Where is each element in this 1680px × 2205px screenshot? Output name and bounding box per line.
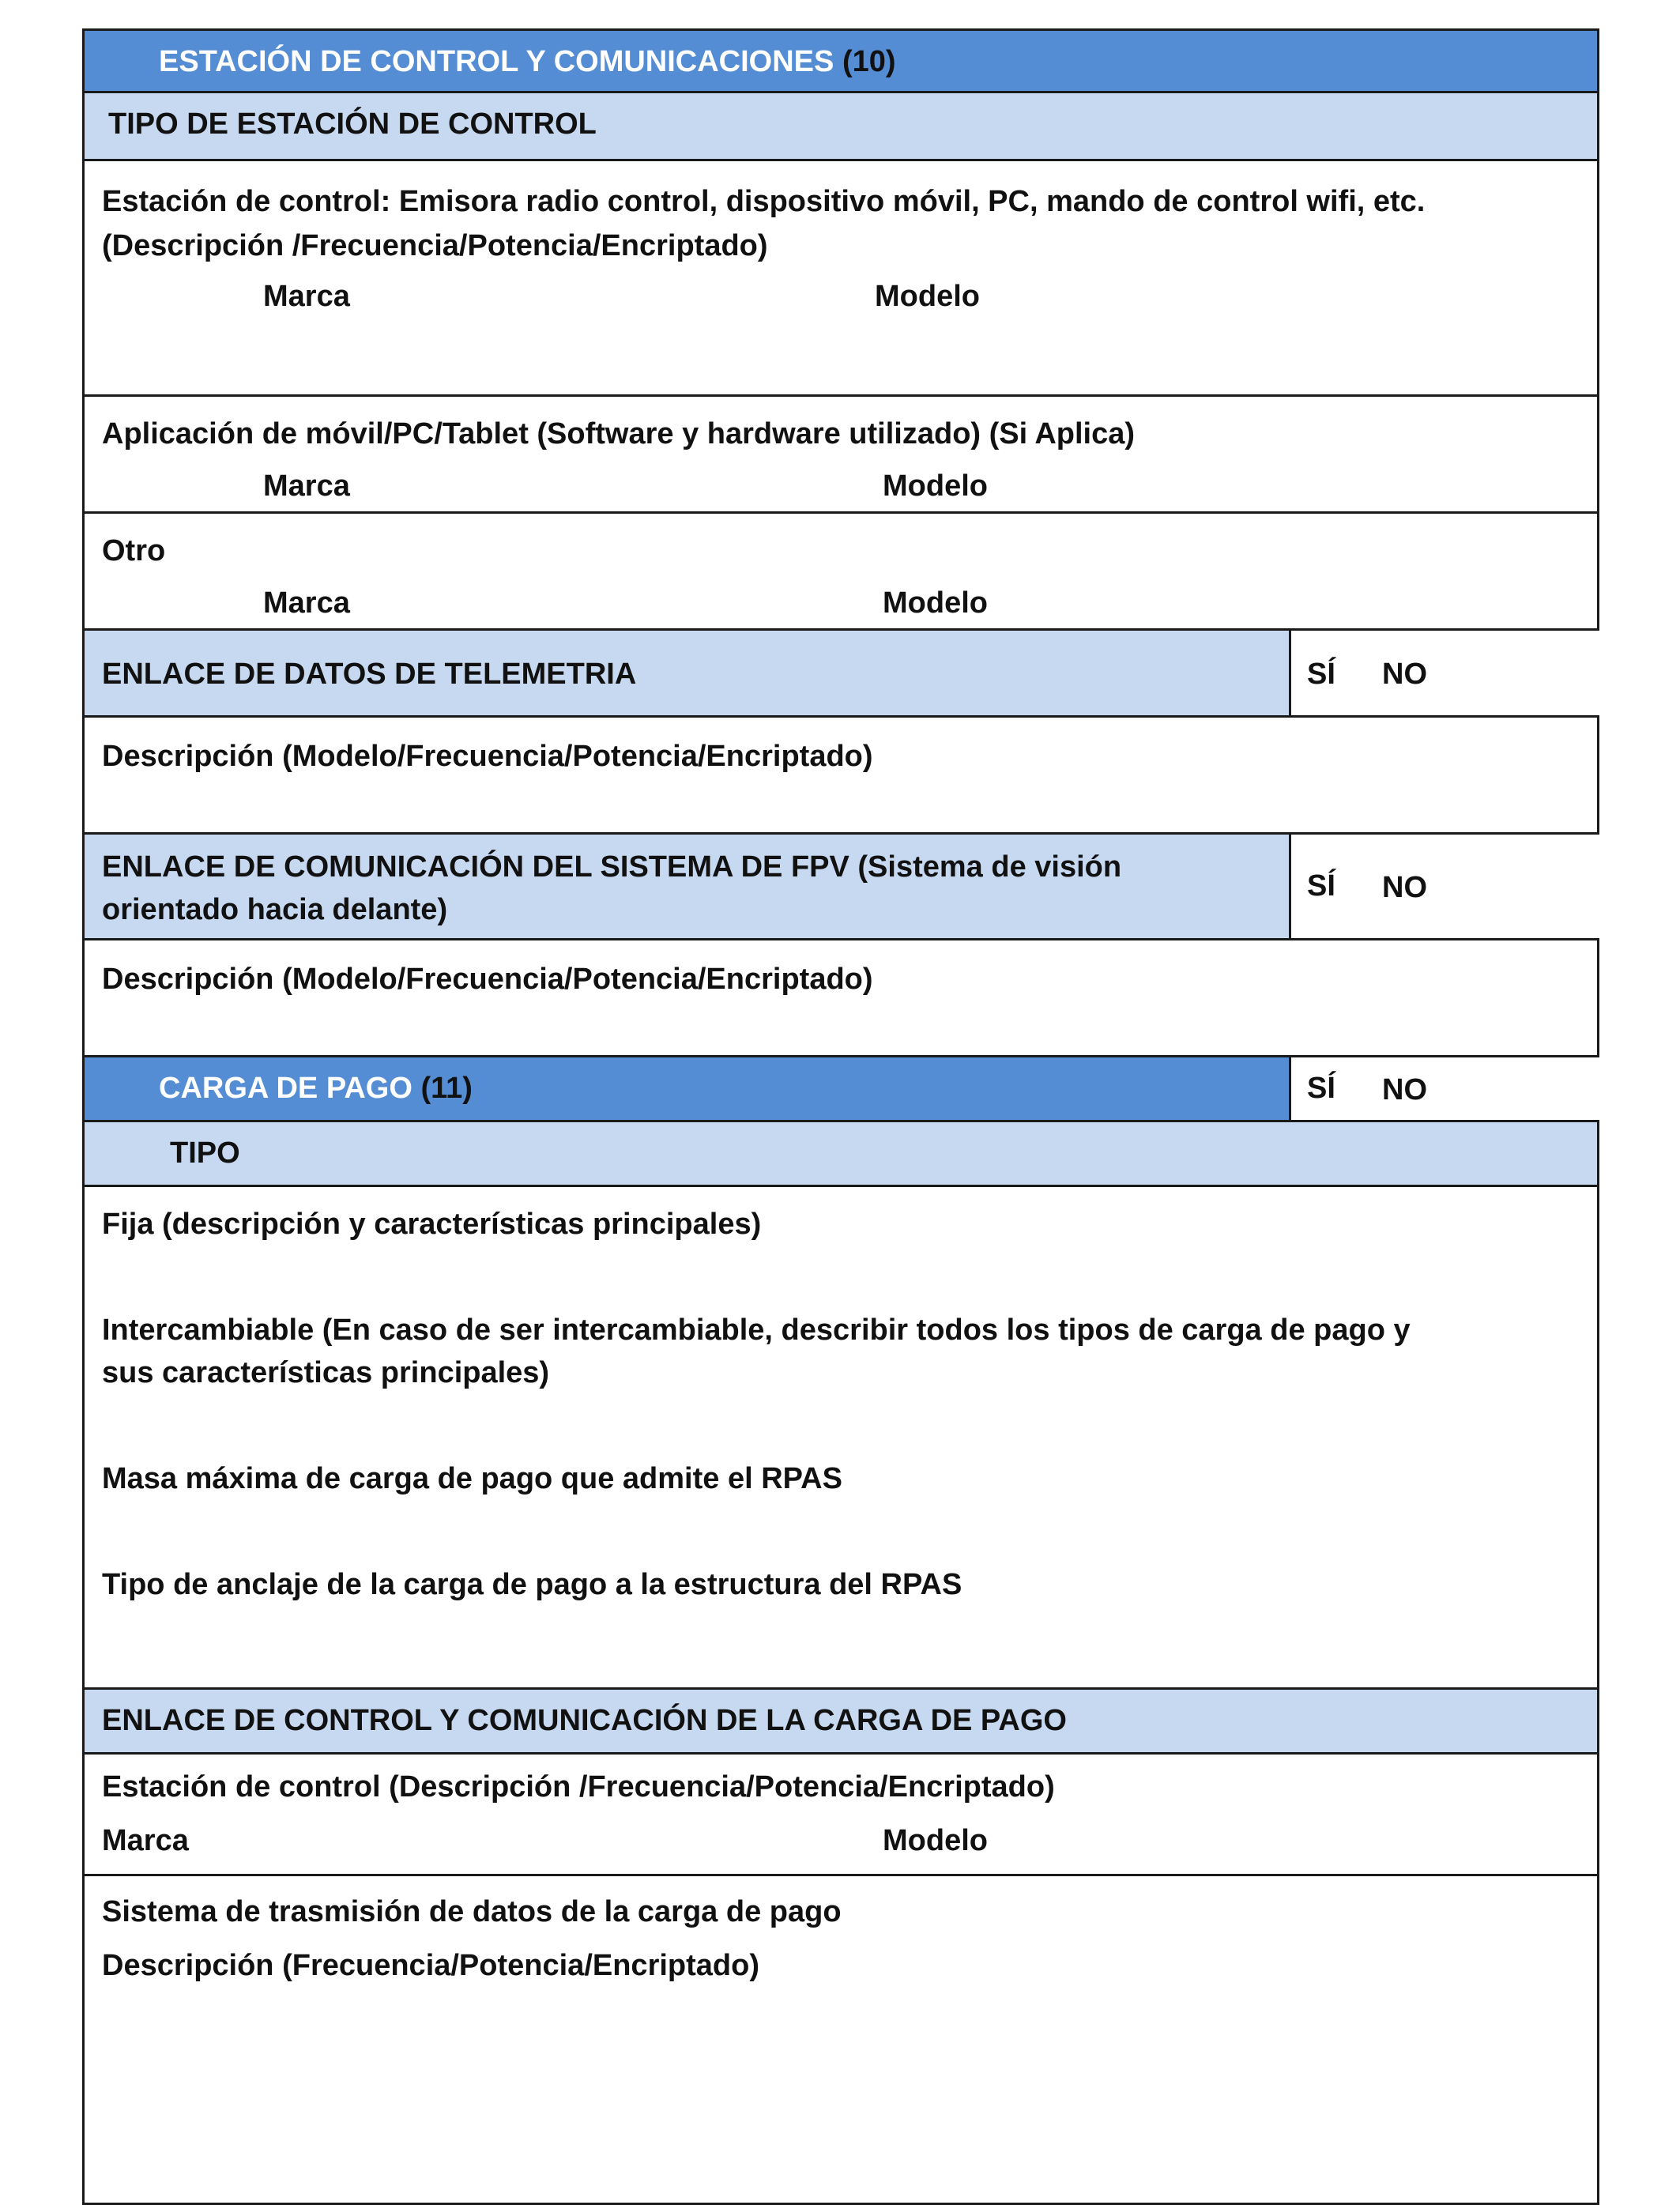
payload-link-station-row xyxy=(82,1755,1599,1876)
payload-type-title: TIPO xyxy=(170,1136,240,1170)
fpv-header-line1: ENLACE DE COMUNICACIÓN DEL SISTEMA DE FPV (Sistema de visión xyxy=(102,850,1122,884)
telemetry-yes-label: SÍ xyxy=(1307,658,1335,691)
control-station-row xyxy=(82,161,1599,397)
control-station-brand-label: Marca xyxy=(263,280,350,313)
payload-details-row xyxy=(82,1187,1599,1690)
telemetry-header: ENLACE DE DATOS DE TELEMETRIA xyxy=(102,658,637,691)
control-station-type-title: TIPO DE ESTACIÓN DE CONTROL xyxy=(108,107,597,141)
app-brand-label: Marca xyxy=(263,469,350,503)
payload-fixed: Fija (descripción y características principales) xyxy=(102,1208,762,1241)
payload-link-header-row xyxy=(82,1690,1599,1755)
section-11-title-wrap xyxy=(159,1067,473,1110)
control-station-line2: (Descripción /Frecuencia/Potencia/Encriptado) xyxy=(102,229,768,262)
section-10-header xyxy=(82,28,1599,93)
fpv-header-row xyxy=(82,835,1599,940)
other-brand-label: Marca xyxy=(263,586,350,620)
form-table xyxy=(82,28,1599,2175)
transmission-line1: Sistema de trasmisión de datos de la carga de pago xyxy=(102,1895,842,1928)
fpv-description: Descripción (Modelo/Frecuencia/Potencia/Encriptado) xyxy=(102,963,873,996)
other-line1: Otro xyxy=(102,534,166,567)
payload-link-brand-label: Marca xyxy=(102,1824,189,1857)
fpv-description-row xyxy=(82,940,1599,1057)
app-model-label: Modelo xyxy=(883,469,988,503)
payload-interchangeable-line2: sus características principales) xyxy=(102,1356,550,1389)
other-model-label: Modelo xyxy=(883,586,988,620)
payload-max-mass: Masa máxima de carga de pago que admite el RPAS xyxy=(102,1462,842,1495)
telemetry-yes-no-cell xyxy=(1289,631,1602,715)
payload-link-station-line: Estación de control (Descripción /Frecuencia/Potencia/Encriptado) xyxy=(102,1770,1055,1804)
fpv-yes-no-cell xyxy=(1289,835,1602,938)
section-11-no-label: NO xyxy=(1382,1073,1427,1106)
section-11-header xyxy=(82,1057,1599,1122)
app-row xyxy=(82,397,1599,514)
payload-link-model-label: Modelo xyxy=(883,1824,988,1857)
telemetry-description: Descripción (Modelo/Frecuencia/Potencia/Encriptado) xyxy=(102,740,873,773)
fpv-no-label: NO xyxy=(1382,871,1427,904)
transmission-row xyxy=(82,1876,1599,2205)
control-station-model-label: Modelo xyxy=(875,280,980,313)
payload-link-header: ENLACE DE CONTROL Y COMUNICACIÓN DE LA CARGA DE PAGO xyxy=(102,1704,1067,1737)
app-line1: Aplicación de móvil/PC/Tablet (Software y hardware utilizado) (Si Aplica) xyxy=(102,417,1136,450)
payload-interchangeable-line1: Intercambiable (En caso de ser intercambiable, describir todos los tipos de carga de pago y xyxy=(102,1314,1411,1347)
other-row xyxy=(82,514,1599,631)
telemetry-no-label: NO xyxy=(1382,658,1427,691)
section-11-title: CARGA DE PAGO xyxy=(159,1072,412,1105)
section-10-title-wrap xyxy=(159,40,896,83)
fpv-header-line2: orientado hacia delante) xyxy=(102,893,448,926)
payload-type-header xyxy=(82,1122,1599,1187)
section-11-number: (11) xyxy=(420,1072,473,1105)
section-11-yes-label: SÍ xyxy=(1307,1072,1335,1105)
telemetry-description-row xyxy=(82,718,1599,835)
fpv-yes-label: SÍ xyxy=(1307,869,1335,903)
payload-anchor-type: Tipo de anclaje de la carga de pago a la estructura del RPAS xyxy=(102,1568,962,1601)
control-station-type-header xyxy=(82,93,1599,161)
section-10-title: ESTACIÓN DE CONTROL Y COMUNICACIONES xyxy=(159,45,834,78)
section-10-number: (10) xyxy=(842,45,896,78)
section-11-yes-no-cell xyxy=(1289,1057,1602,1120)
transmission-line2: Descripción (Frecuencia/Potencia/Encriptado) xyxy=(102,1949,759,1982)
control-station-line1: Estación de control: Emisora radio control, dispositivo móvil, PC, mando de control wifi, etc. xyxy=(102,185,1426,218)
telemetry-header-row xyxy=(82,631,1599,718)
